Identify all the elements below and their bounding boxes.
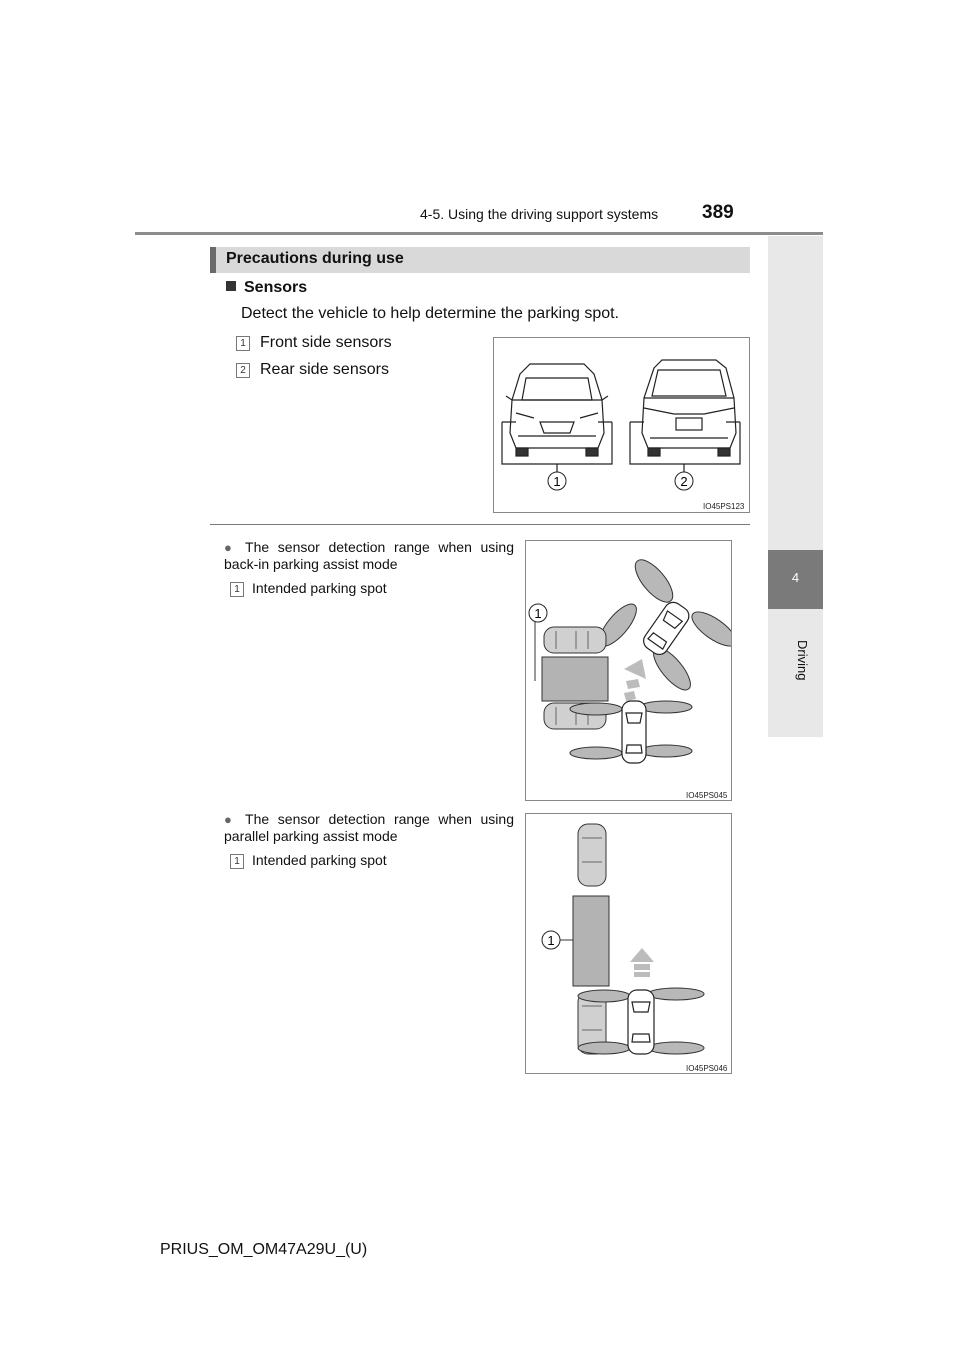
running-header-section: 4-5. Using the driving support systems	[420, 206, 659, 222]
direction-arrow-icon	[630, 948, 654, 977]
item-number-badge: 1	[230, 854, 244, 869]
direction-arrow-icon	[624, 659, 646, 701]
document-code-footer: PRIUS_OM_OM47A29U_(U)	[160, 1241, 368, 1258]
bullet-dot-icon: ●	[224, 812, 237, 827]
backin-item-label: Intended parking spot	[252, 580, 387, 596]
backin-figure	[525, 540, 732, 801]
parallel-figure	[525, 813, 732, 1074]
item-number-badge: 2	[236, 363, 250, 378]
svg-text:1: 1	[553, 474, 561, 489]
sensors-figure	[493, 337, 750, 513]
bullet-parallel-text: The sensor detection range when using parallel parking assist mode	[224, 811, 514, 844]
item-number-badge: 1	[236, 336, 250, 351]
item-number-badge: 1	[230, 582, 244, 597]
backin-parking-illustration	[526, 541, 731, 800]
bullet-backin-text: The sensor detection range when using back-in parking assist mode	[224, 539, 514, 572]
page-number: 389	[702, 202, 734, 223]
parallel-item-label: Intended parking spot	[252, 852, 387, 868]
square-bullet-icon	[226, 281, 236, 291]
car-front-rear-illustration	[494, 338, 749, 512]
sensors-description: Detect the vehicle to help determine the parking spot.	[241, 305, 619, 322]
figure-code: IO45PS045	[686, 791, 728, 800]
side-tab-label: Driving	[795, 640, 810, 681]
car-straight	[628, 990, 654, 1054]
section-divider	[210, 524, 750, 525]
figure-code: IO45PS123	[703, 502, 745, 511]
svg-text:2: 2	[680, 474, 688, 489]
section-title: Precautions during use	[226, 250, 404, 267]
sensor-range-brackets	[502, 422, 740, 472]
bullet-parallel	[224, 811, 514, 845]
svg-text:1: 1	[547, 933, 555, 948]
car-rear-view	[642, 360, 736, 456]
item-label-rear-sensors: Rear side sensors	[260, 361, 389, 378]
svg-text:1: 1	[534, 606, 542, 621]
side-tab-upper	[768, 236, 823, 550]
figure-code: IO45PS046	[686, 1064, 728, 1073]
item-label-front-sensors: Front side sensors	[260, 334, 392, 351]
parallel-parking-illustration	[526, 814, 731, 1073]
side-tab-number: 4	[791, 570, 800, 585]
sensors-heading-text: Sensors	[244, 279, 308, 296]
car-straight	[622, 701, 646, 763]
sensors-heading	[226, 279, 307, 297]
intended-spot-box	[573, 896, 609, 986]
header-rule	[135, 232, 823, 235]
intended-spot-box	[542, 657, 608, 701]
car-angled	[640, 599, 692, 658]
car-front-view	[506, 364, 608, 456]
bullet-dot-icon: ●	[224, 540, 237, 555]
section-title-bar	[210, 247, 750, 273]
bullet-backin	[224, 539, 514, 573]
